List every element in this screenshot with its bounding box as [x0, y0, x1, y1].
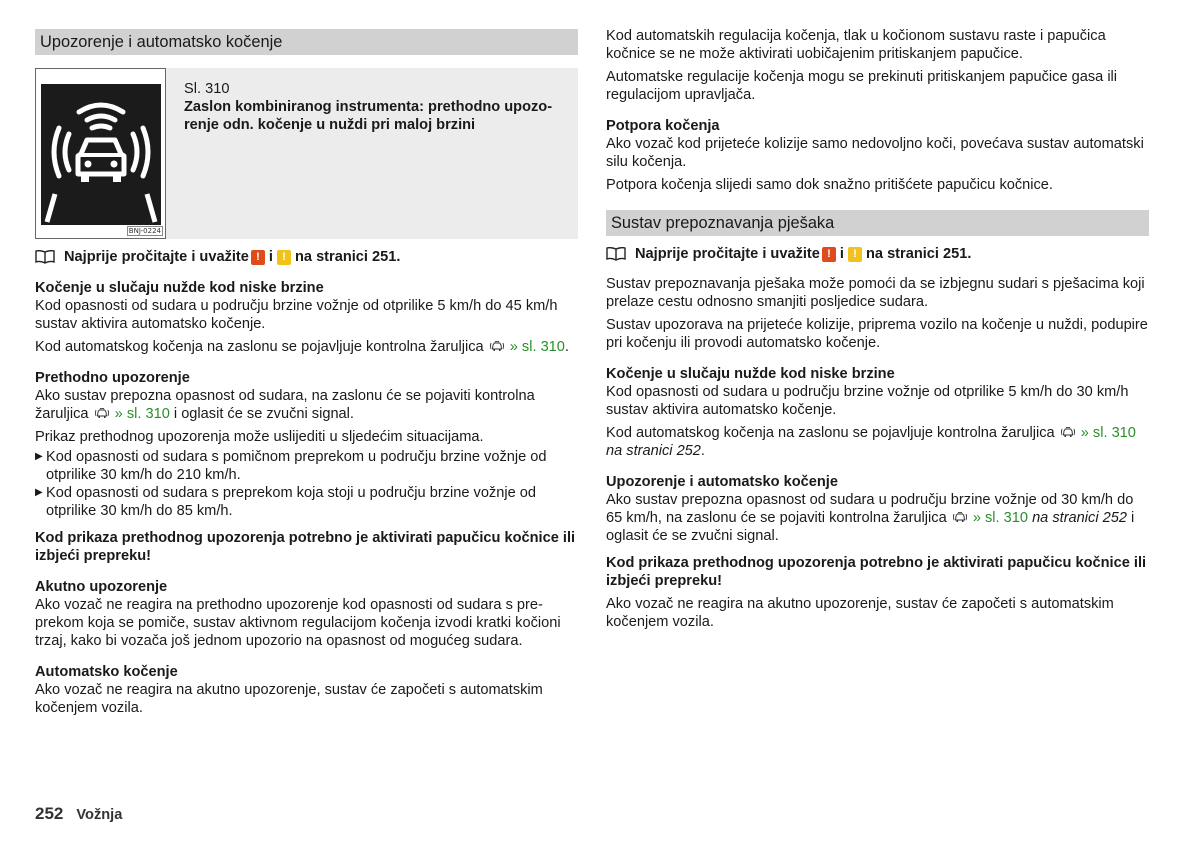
figure-caption: Zaslon kombiniranog instrumenta: prethodno upozorenje odn. kočenje u nuždi pri maloj brzini	[184, 99, 553, 133]
warning-red-icon: !	[822, 247, 836, 262]
bullet-list	[35, 448, 578, 520]
left-column	[35, 0, 578, 717]
note-and: i	[268, 249, 273, 265]
paragraph: Ako vozač ne reagira na prethodno upozorenje kod opasnosti od sudara s preprekom koja se pomiče, sustav aktivnom regulacijom kočenja izvodi kratki kočioni trzaj, kako bi vozača još jednom upozorio na opasnost od mogućeg sudara.	[35, 597, 561, 649]
paragraph: Sustav prepoznavanja pješaka može pomoći da se izbjegnu sudari s pješacima koji prelaze cestu odnosno smanjiti posljedice sudara.	[606, 276, 1145, 310]
figure-caption-block	[184, 80, 568, 134]
paragraph: Automatske regulacije kočenja mogu se prekinuti pritiskanjem papučice gasa ili regulacijom upravljača.	[606, 69, 1118, 103]
figure-image	[35, 68, 166, 239]
book-icon	[606, 247, 626, 261]
paragraph: Kod opasnosti od sudara u području brzine vožnje od otprilike 5 km/h do 30 km/h sustav aktivira automatsko kočenje.	[606, 384, 1129, 418]
car-warning-lamp-icon	[95, 408, 109, 419]
heading: Kočenje u slučaju nužde kod niske brzine	[35, 280, 324, 296]
heading: Prethodno upozorenje	[35, 370, 190, 386]
instrument-display	[41, 84, 161, 225]
section-title: Sustav prepoznavanja pješaka	[606, 210, 1149, 236]
page-number: 252	[35, 804, 64, 823]
note-page: na stranici 251.	[865, 246, 972, 262]
paragraph: Ako vozač ne reagira na akutno upozorenje, sustav će započeti s automatskim kočenjem vozila.	[35, 682, 543, 716]
figure	[35, 68, 578, 239]
paragraph: Ako sustav prepozna opasnost od sudara, na zaslonu će se pojaviti kontrolna žaruljica » sl. 310 i oglasit će se zvučni signal.	[35, 388, 535, 422]
car-warning-lamp-icon	[490, 341, 504, 352]
bullet-arrow-icon: ▶	[35, 487, 43, 498]
paragraph: Ako vozač ne reagira na akutno upozorenje, sustav će započeti s automatskim kočenjem vozila.	[606, 596, 1114, 630]
chapter-name: Vožnja	[76, 807, 123, 823]
car-collision-warning-icon	[41, 84, 161, 225]
warning-yellow-icon: !	[277, 250, 291, 265]
warning-yellow-icon: !	[848, 247, 862, 262]
figure-number: Sl. 310	[184, 81, 230, 97]
paragraph: Kod automatskih regulacija kočenja, tlak u kočionom sustavu raste i papučica kočnice se ne može aktivirati uobičajenim pritiskanjem papučice.	[606, 28, 1106, 62]
note-text: Najprije pročitajte i uvažite	[635, 246, 820, 262]
figure-link[interactable]: » sl. 310	[509, 339, 565, 355]
bullet-arrow-icon: ▶	[35, 451, 43, 462]
paragraph: Kod automatskog kočenja na zaslonu se pojavljuje kontrolna žaruljica » sl. 310.	[35, 339, 569, 355]
figure-link[interactable]: » sl. 310	[972, 510, 1028, 526]
figure-code: BNJ-0224	[128, 227, 161, 235]
heading: Potpora kočenja	[606, 118, 720, 134]
list-item: ▶ Kod opasnosti od sudara s pomičnom preprekom u području brzine vožnje od otprilike 30 km/h do 210 km/h.	[35, 449, 547, 483]
car-warning-lamp-icon	[1061, 427, 1075, 438]
note-page: na stranici 251.	[294, 249, 401, 265]
bold-warning: Kod prikaza prethodnog upozorenja potrebno je aktivirati papučicu kočnice ili izbjeći prepreku!	[606, 555, 1147, 589]
heading: Akutno upozorenje	[35, 579, 168, 595]
page-footer	[35, 805, 122, 824]
paragraph: Kod automatskog kočenja na zaslonu se pojavljuje kontrolna žaruljica » sl. 310 na stranici 252.	[606, 425, 1136, 459]
section-title: Upozorenje i automatsko kočenje	[35, 29, 578, 55]
list-item: ▶ Kod opasnosti od sudara s preprekom koja stoji u području brzine vožnje od otprilike 30 km/h do 85 km/h.	[35, 485, 536, 519]
read-first-note	[606, 245, 1149, 263]
page-reference: na stranici 252	[1032, 510, 1127, 526]
figure-link[interactable]: » sl. 310	[114, 406, 170, 422]
heading: Automatsko kočenje	[35, 664, 178, 680]
page-reference: na stranici 252	[606, 443, 701, 459]
paragraph: Prikaz prethodnog upozorenja može uslijediti u sljedećim situacijama.	[35, 429, 484, 445]
right-column	[606, 27, 1149, 631]
heading: Upozorenje i automatsko kočenje	[606, 474, 838, 490]
paragraph: Potpora kočenja slijedi samo dok snažno pritišćete papučicu kočnice.	[606, 177, 1053, 193]
paragraph: Ako vozač kod prijeteće kolizije samo nedovoljno koči, povećava sustav automatski silu kočenja.	[606, 136, 1144, 170]
note-text: Najprije pročitajte i uvažite	[64, 249, 249, 265]
paragraph: Sustav upozorava na prijeteće kolizije, priprema vozilo na kočenje u nuždi, podupire pri kočenju ili provodi automatsko kočenje.	[606, 317, 1148, 351]
read-first-note	[35, 248, 578, 266]
bold-warning: Kod prikaza prethodnog upozorenja potrebno je aktivirati papučicu kočnice ili izbjeći prepreku!	[35, 530, 576, 564]
book-icon	[35, 250, 55, 264]
warning-red-icon: !	[251, 250, 265, 265]
heading: Kočenje u slučaju nužde kod niske brzine	[606, 366, 895, 382]
note-and: i	[839, 246, 844, 262]
paragraph: Ako sustav prepozna opasnost od sudara u području brzine vožnje od 30 km/h do 65 km/h, na zaslonu će se pojaviti kontrolna žaruljica » sl. 310 na stranici 252 i oglasit će se zvučni signal.	[606, 492, 1135, 544]
figure-link[interactable]: » sl. 310	[1080, 425, 1136, 441]
paragraph: Kod opasnosti od sudara u području brzine vožnje od otprilike 5 km/h do 45 km/h sustav aktivira automatsko kočenje.	[35, 298, 558, 332]
car-warning-lamp-icon	[953, 512, 967, 523]
